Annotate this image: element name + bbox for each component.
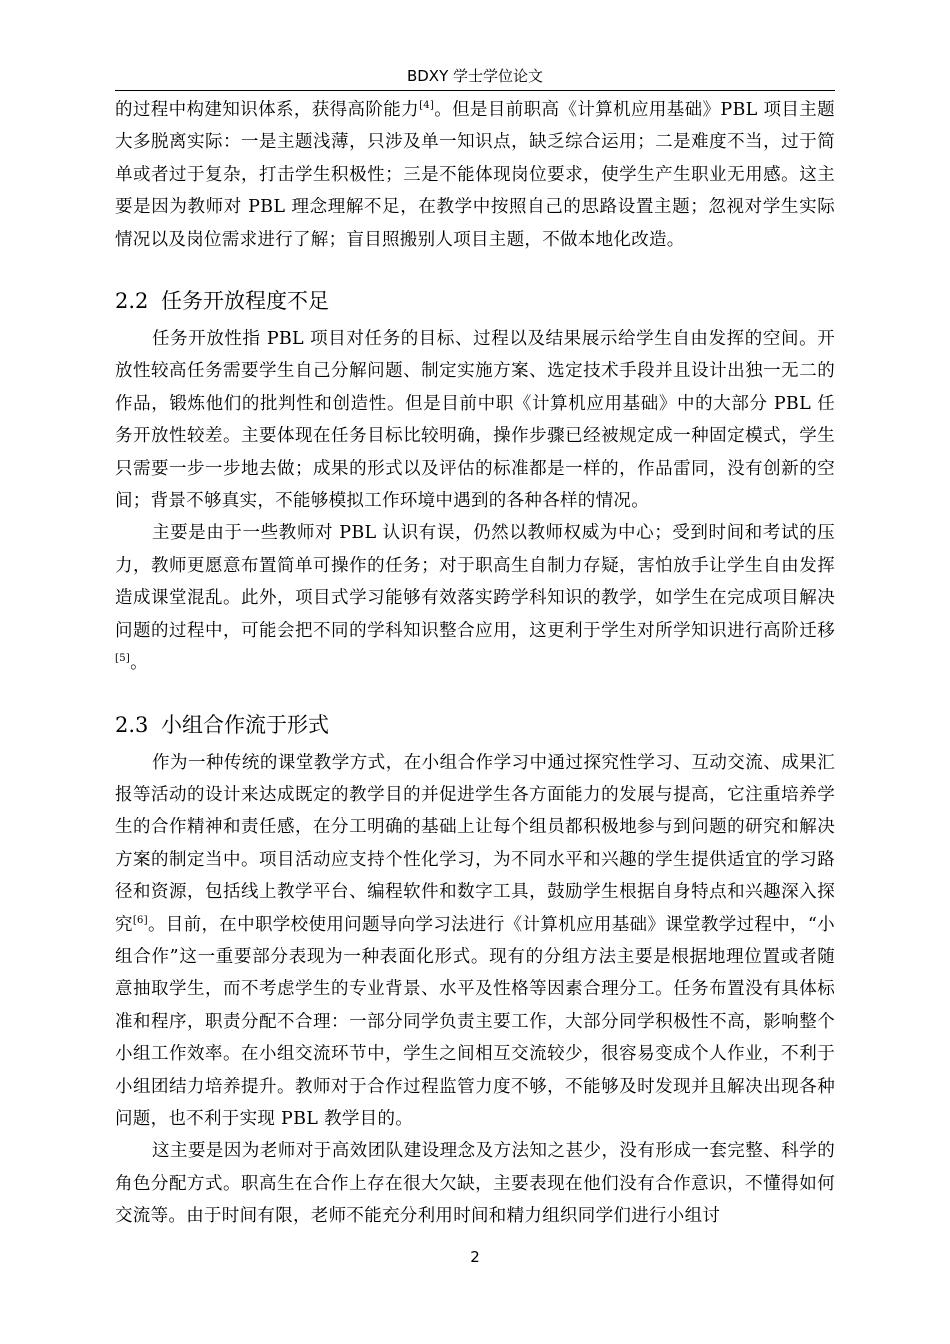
paragraph-text: 。目前，在中职学校使用问题导向学习法进行《计算机应用基础》课堂教学过程中，“小组合作”这一重要部分表现为一种表面化形式。现有的分组方法主要是根据地理位置或者随意抽取学生，而不考虑学生的专业背景、水平及性格等因素合理分工。任务布置没有具体标准和程序，职责分配不合理：一部分同学负责主要工作，大部分同学积极性不高，影响整个小组工作效率。在小组交流环节中，学生之间相互交流较少，很容易变成个人作业，不利于小组团结力培养提升。教师对于合作过程监管力度不够，不能够及时发现并且解决出现各种问题，也不利于实现 PBL 教学目的。 bbox=[115, 914, 835, 1129]
paragraph-text: 作为一种传统的课堂教学方式，在小组合作学习中通过探究性学习、互动交流、成果汇报等活动的设计来达成既定的教学目的并促进学生各方面能力的发展与提高，它注重培养学生的合作精神和责任感，在分工明确的基础上让每个组员都积极地参与到问题的研究和解决方案的制定当中。项目活动应支持个性化学习，为不同水平和兴趣的学生提供适宜的学习路径和资源，包括线上教学平台、编程软件和数字工具，鼓励学生根据自身特点和兴趣深入探究 bbox=[115, 752, 835, 935]
body-text bbox=[115, 94, 835, 1233]
running-header: BDXY 学士学位论文 bbox=[406, 67, 544, 85]
header-rule bbox=[115, 90, 835, 91]
citation: [4] bbox=[419, 100, 435, 111]
paragraph-text: 主要是由于一些教师对 PBL 认识有误，仍然以教师权威为中心；受到时间和考试的压力，教师更愿意布置简单可操作的任务；对于职高生自制力存疑，害怕放手让学生自由发挥造成课堂混乱。此外，项目式学习能够有效落实跨学科知识的教学，如学生在完成项目解决问题的过程中，可能会把不同的学科知识整合应用，这更利于学生对所学知识进行高阶迁移 bbox=[115, 523, 835, 641]
section-title: 小组合作流于形式 bbox=[161, 712, 329, 737]
paragraph bbox=[115, 94, 835, 256]
section-number: 2.2 bbox=[115, 289, 149, 314]
citation: [6] bbox=[132, 914, 148, 926]
paragraph: 任务开放性指 PBL 项目对任务的目标、过程以及结果展示给学生自由发挥的空间。开放性较高任务需要学生自己分解问题、制定实施方案、选定技术手段并且设计出独一无二的作品，锻炼他们的批判性和创造性。但是目前中职《计算机应用基础》中的大部分 PBL 任务开放性较差。主要体现在任务目标比较明确，操作步骤已经被规定成一种固定模式，学生只需要一步一步地去做；成果的形式以及评估的标准都是一样的，作品雷同，没有创新的空间；背景不够真实，不能够模拟工作环境中遇到的各种各样的情况。 bbox=[115, 329, 835, 512]
paragraph-text: 的过程中构建知识体系，获得高阶能力 bbox=[115, 100, 420, 120]
paragraph-text: 。但是目前职高《计算机应用基础》PBL 项目主题大多脱离实际：一是主题浅薄，只涉及单一知识点，缺乏综合运用；二是难度不当，过于简单或者过于复杂，打击学生积极性；三是不能体现岗位要求，使学生产生职业无用感。这主要是因为教师对 PBL 理念理解不足，在教学中按照自己的思路设置主题；忽视对学生实际情况以及岗位需求进行了解；盲目照搬别人项目主题，不做本地化改造。 bbox=[115, 100, 835, 250]
paragraph bbox=[115, 517, 835, 679]
section-title: 任务开放程度不足 bbox=[161, 289, 329, 314]
page-number: 2 bbox=[470, 1248, 480, 1266]
citation: [5] bbox=[115, 653, 131, 665]
section-heading bbox=[115, 286, 835, 316]
paragraph-text: 。 bbox=[130, 653, 148, 674]
paragraph bbox=[115, 747, 835, 1136]
paragraph: 这主要是因为老师对于高效团队建设理念及方法知之甚少，没有形成一套完整、科学的角色分配方式。职高生在合作上存在很大欠缺，主要表现在他们没有合作意识，不懂得如何交流等。由于时间有限，老师不能充分利用时间和精力组织同学们进行小组讨 bbox=[115, 1141, 835, 1227]
section-number: 2.3 bbox=[115, 712, 149, 737]
section-heading bbox=[115, 710, 835, 740]
